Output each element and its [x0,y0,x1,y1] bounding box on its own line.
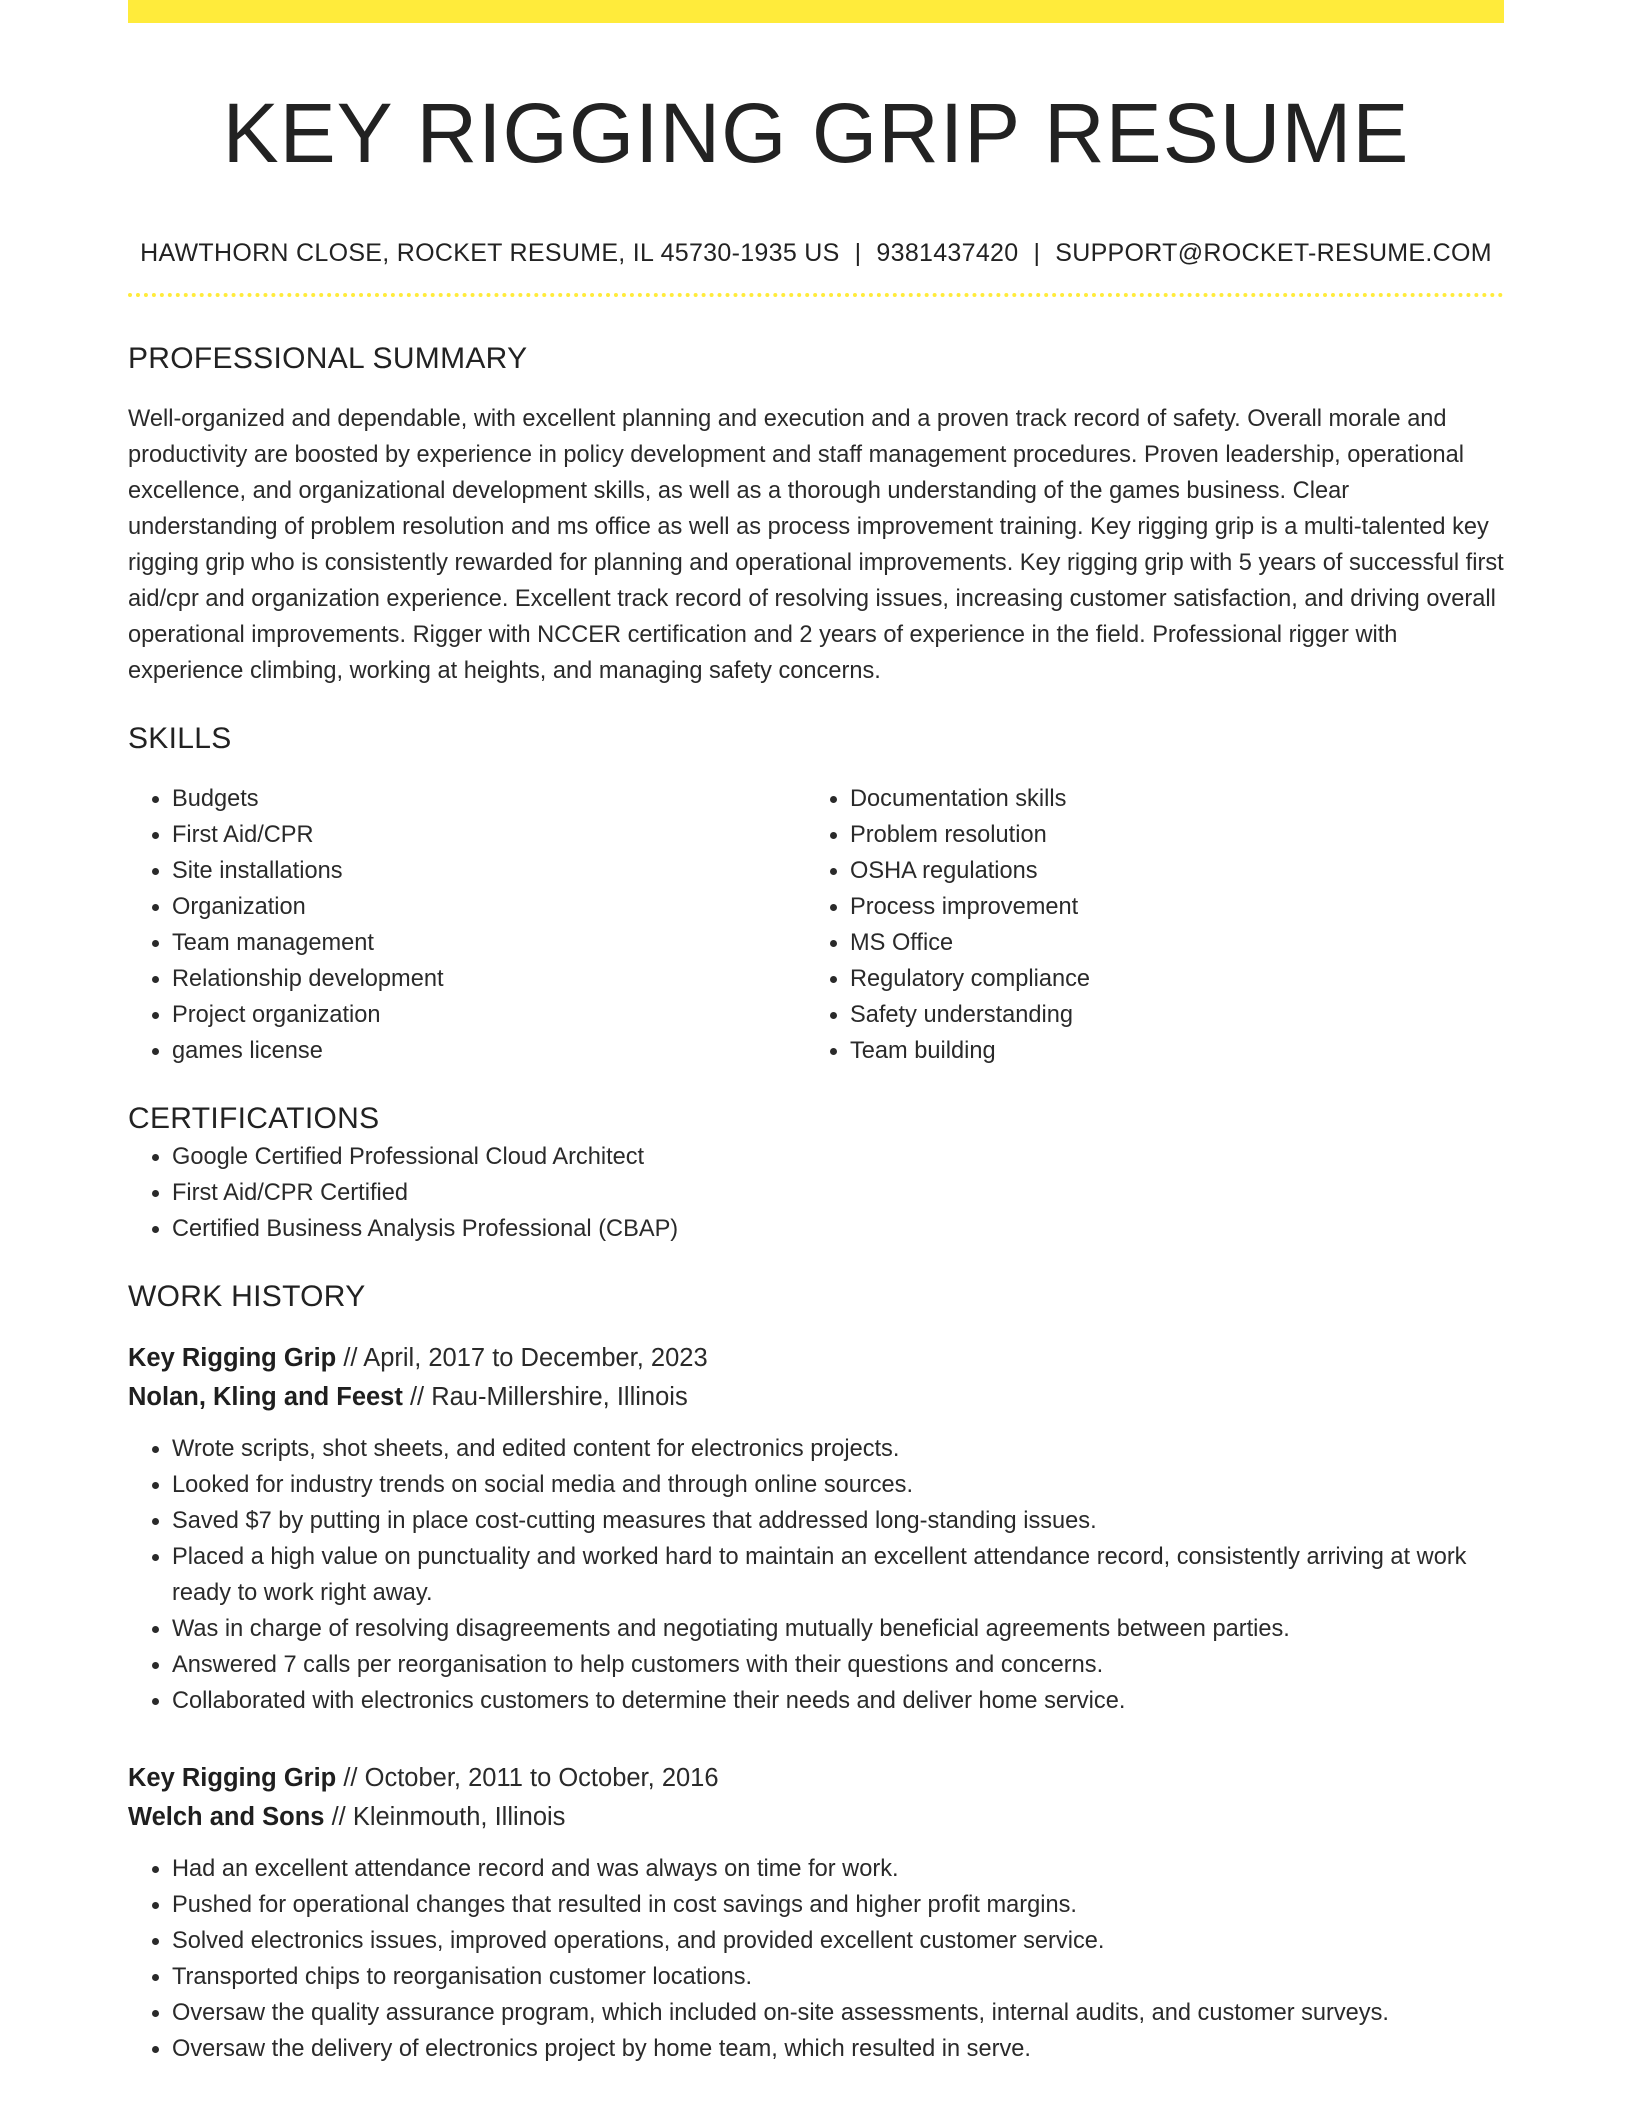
work-history-heading: WORK HISTORY [128,1280,366,1313]
job-company-line [128,1798,1504,1837]
skill-item: • Project organization [172,997,806,1033]
job-bullet: • Transported chips to reorganisation customer locations. [172,1959,1504,1995]
job-bullet: • Pushed for operational changes that resulted in cost savings and higher profit margins. [172,1887,1504,1923]
resume-title: KEY RIGGING GRIP RESUME [222,86,1410,180]
certification-item: • Google Certified Professional Cloud Architect [172,1139,1504,1175]
job-bullet: • Solved electronics issues, improved operations, and provided excellent customer service. [172,1923,1504,1959]
skills-heading: SKILLS [128,722,232,755]
contact-separator: | [1033,239,1041,267]
job-location: // Rau-Millershire, Illinois [402,1383,688,1411]
job-bullets [128,1431,1504,1719]
job-company-line [128,1378,1504,1417]
job-dates: // October, 2011 to October, 2016 [336,1764,719,1792]
job-bullet: • Answered 7 calls per reorganisation to help customers with their questions and concerns. [172,1647,1504,1683]
certifications-heading: CERTIFICATIONS [128,1102,380,1135]
job-bullet: • Had an excellent attendance record and was always on time for work. [172,1851,1504,1887]
job-company: Nolan, Kling and Feest [128,1383,403,1411]
skill-item: • Process improvement [850,889,1504,925]
skill-item: • Regulatory compliance [850,961,1504,997]
summary-heading: PROFESSIONAL SUMMARY [128,342,528,375]
job-bullet: • Placed a high value on punctuality and worked hard to maintain an excellent attendance record, consistently arriving at work ready to work right away. [172,1539,1504,1611]
contact-phone: 9381437420 [876,239,1019,267]
job-location: // Kleinmouth, Illinois [324,1803,566,1831]
skill-item: • Safety understanding [850,997,1504,1033]
skill-item: • First Aid/CPR [172,817,806,853]
accent-bar [128,0,1504,23]
skill-item: • games license [172,1033,806,1069]
job-bullet: • Saved $7 by putting in place cost-cutting measures that addressed long-standing issues. [172,1503,1504,1539]
skill-item: • Problem resolution [850,817,1504,853]
job-role-line [128,1759,1504,1798]
certifications-list [128,1139,1504,1247]
job-entry [128,1339,1504,1719]
job-company: Welch and Sons [128,1803,325,1831]
job-dates: // April, 2017 to December, 2023 [336,1344,708,1372]
job-bullet: • Wrote scripts, shot sheets, and edited content for electronics projects. [172,1431,1504,1467]
certification-item: • Certified Business Analysis Professional (CBAP) [172,1211,1504,1247]
contact-line [128,237,1504,269]
job-bullet: • Looked for industry trends on social media and through online sources. [172,1467,1504,1503]
job-bullets [128,1851,1504,2067]
skill-item: • Site installations [172,853,806,889]
skills-column-right [806,781,1504,1069]
skill-item: • MS Office [850,925,1504,961]
job-bullet: • Oversaw the delivery of electronics project by home team, which resulted in serve. [172,2031,1504,2067]
skill-item: • Team management [172,925,806,961]
skill-item: • Relationship development [172,961,806,997]
job-bullet: • Collaborated with electronics customers to determine their needs and deliver home service. [172,1683,1504,1719]
skill-item: • Team building [850,1033,1504,1069]
summary-text: Well-organized and dependable, with excellent planning and execution and a proven track record of safety. Overall morale and productivity are boosted by experience in policy development and staff management procedures. Proven leadership, operational excellence, and organizational development skills, as well as a thorough understanding of the games business. Clear understanding of problem resolution and ms office as well as process improvement training. Key rigging grip is a multi-talented key rigging grip who is consistently rewarded for planning and operational improvements. Key rigging grip with 5 years of successful first aid/cpr and organization experience. Excellent track record of resolving issues, increasing customer satisfaction, and driving overall operational improvements. Rigger with NCCER certification and 2 years of experience in the field. Professional rigger with experience climbing, working at heights, and managing safety concerns. [128,406,1504,684]
job-bullet: • Was in charge of resolving disagreements and negotiating mutually beneficial agreements between parties. [172,1611,1504,1647]
job-bullet: • Oversaw the quality assurance program, which included on-site assessments, internal audits, and customer surveys. [172,1995,1504,2031]
job-role: Key Rigging Grip [128,1344,337,1372]
contact-address: HAWTHORN CLOSE, ROCKET RESUME, IL 45730-1935 US [140,239,840,267]
contact-email: SUPPORT@ROCKET-RESUME.COM [1055,239,1492,267]
job-role: Key Rigging Grip [128,1764,337,1792]
contact-separator: | [854,239,862,267]
skill-item: • Budgets [172,781,806,817]
skills-column-left [128,781,806,1069]
skills-list [128,781,1504,1069]
skill-item: • Organization [172,889,806,925]
skill-item: • OSHA regulations [850,853,1504,889]
skill-item: • Documentation skills [850,781,1504,817]
resume-page [128,0,1504,2067]
certification-item: • First Aid/CPR Certified [172,1175,1504,1211]
job-entry [128,1759,1504,2067]
job-role-line [128,1339,1504,1378]
dotted-divider [128,293,1504,297]
